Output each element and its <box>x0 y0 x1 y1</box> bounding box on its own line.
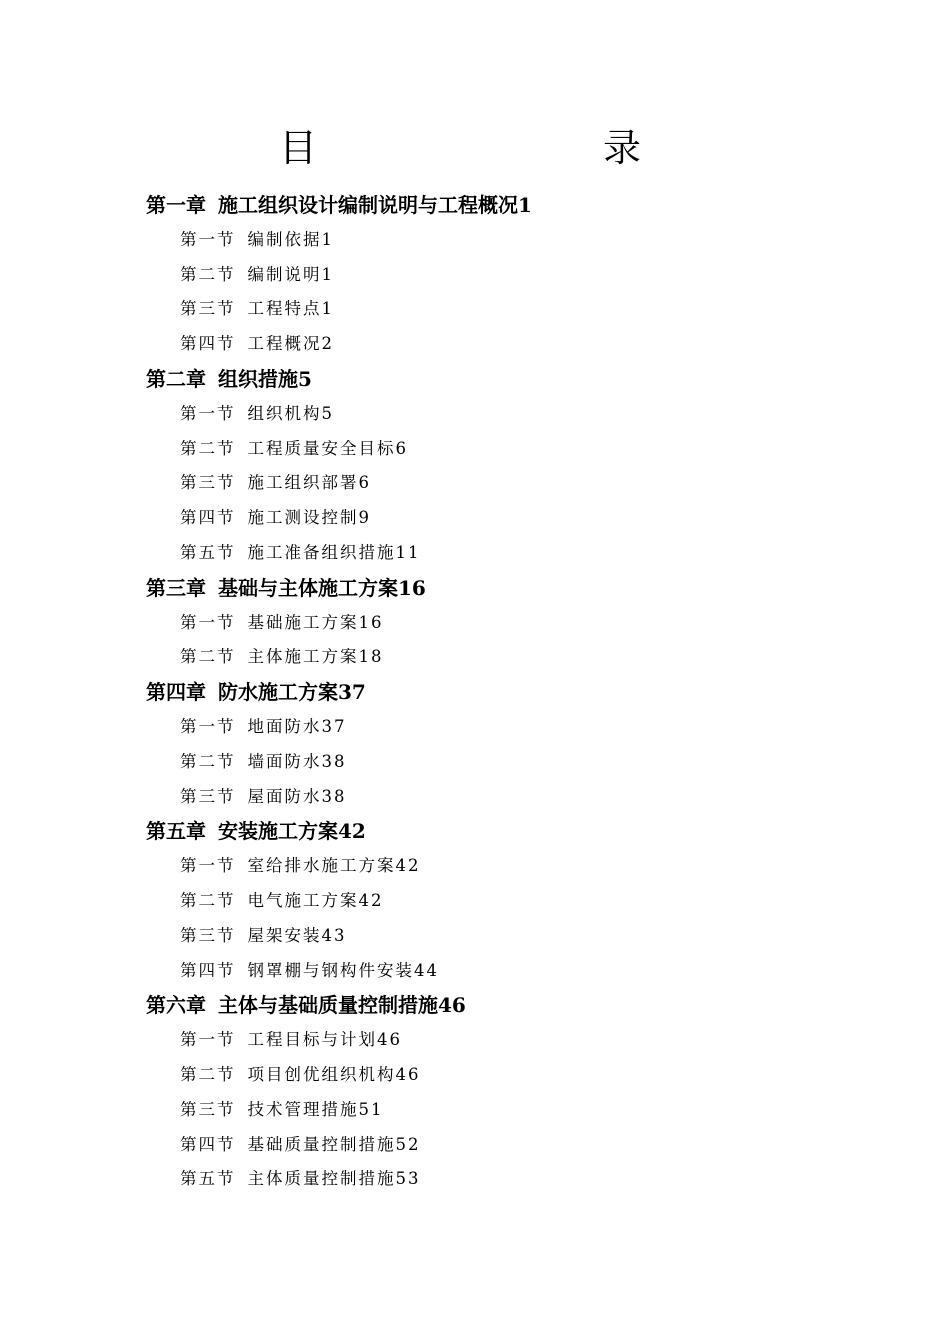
toc-section-line <box>180 292 334 327</box>
toc-section-title: 施工准备组织措施 <box>247 542 396 562</box>
toc-section-page: 37 <box>321 716 347 736</box>
toc-section-title: 电气施工方案 <box>247 890 359 910</box>
toc-chapter-label: 第六章 <box>146 993 206 1018</box>
toc-section-title: 室给排水施工方案 <box>247 856 396 876</box>
toc-chapter[interactable] <box>0 571 950 606</box>
toc-chapter-page: 42 <box>338 819 366 844</box>
toc-section-line <box>180 258 334 293</box>
toc-chapter-page: 37 <box>338 680 366 705</box>
toc-section[interactable] <box>0 501 950 536</box>
toc-section-title: 主体施工方案 <box>247 647 359 667</box>
toc-section-title: 项目创优组织机构 <box>247 1064 396 1084</box>
toc-chapter[interactable] <box>0 814 950 849</box>
toc-chapter-line <box>146 814 366 849</box>
toc-section-line <box>180 606 384 641</box>
toc-section-line <box>180 536 421 571</box>
toc-chapter-title: 防水施工方案 <box>218 680 338 705</box>
toc-section-label: 第二节 <box>180 1064 236 1084</box>
toc-chapter-line <box>146 675 366 710</box>
toc-section-title: 主体质量控制措施 <box>247 1169 396 1189</box>
toc-chapter-title: 安装施工方案 <box>218 819 338 844</box>
toc-chapter[interactable] <box>0 362 950 397</box>
toc-section-title: 工程概况 <box>247 334 322 354</box>
toc-section-page: 44 <box>414 960 439 980</box>
toc-chapter-line <box>146 188 532 223</box>
toc-section-line <box>180 223 334 258</box>
toc-chapter-label: 第五章 <box>146 819 206 844</box>
toc-section-label: 第四节 <box>180 508 236 528</box>
toc-section-title: 屋面防水 <box>247 786 322 806</box>
toc-chapter-page: 46 <box>438 993 466 1018</box>
toc-section-title: 钢罩棚与钢构件安装 <box>247 960 414 980</box>
toc-section-label: 第五节 <box>180 542 236 562</box>
toc-section-label: 第一节 <box>180 403 236 423</box>
toc-chapter-label: 第二章 <box>146 366 206 391</box>
toc-section-label: 第二节 <box>180 438 236 458</box>
toc-section-title: 基础施工方案 <box>247 612 359 632</box>
toc-section-page: 42 <box>395 856 421 876</box>
toc-section-line <box>180 1093 384 1128</box>
toc-section[interactable] <box>0 640 950 675</box>
toc-chapter-label: 第三章 <box>146 575 206 600</box>
toc-section-page: 6 <box>395 438 408 458</box>
toc-section-title: 墙面防水 <box>247 751 322 771</box>
toc-list <box>0 188 950 1197</box>
toc-section-title: 工程质量安全目标 <box>247 438 396 458</box>
toc-section-page: 2 <box>321 334 334 354</box>
toc-section-page: 43 <box>321 925 347 945</box>
toc-section[interactable] <box>0 258 950 293</box>
toc-section-line <box>180 1162 421 1197</box>
toc-section[interactable] <box>0 1023 950 1058</box>
toc-section-title: 编制依据 <box>247 229 322 249</box>
toc-section-label: 第三节 <box>180 786 236 806</box>
toc-section[interactable] <box>0 466 950 501</box>
toc-chapter-title: 基础与主体施工方案 <box>218 575 398 600</box>
toc-section-line <box>180 780 347 815</box>
toc-section-line <box>180 466 371 501</box>
toc-section[interactable] <box>0 536 950 571</box>
toc-section-page: 38 <box>321 751 347 771</box>
toc-section-label: 第二节 <box>180 264 236 284</box>
toc-section-page: 6 <box>358 473 371 493</box>
toc-chapter-title: 主体与基础质量控制措施 <box>218 993 438 1018</box>
toc-section-label: 第三节 <box>180 925 236 945</box>
toc-section-title: 地面防水 <box>247 716 322 736</box>
toc-chapter-line <box>146 988 466 1023</box>
toc-chapter-page: 16 <box>398 575 426 600</box>
toc-section-page: 53 <box>395 1169 421 1189</box>
toc-section-title: 工程特点 <box>247 299 322 319</box>
toc-section-line <box>180 397 334 432</box>
toc-section-page: 42 <box>358 890 384 910</box>
toc-section[interactable] <box>0 292 950 327</box>
toc-section[interactable] <box>0 432 950 467</box>
toc-section-line <box>180 501 371 536</box>
toc-section[interactable] <box>0 1162 950 1197</box>
toc-section-line <box>180 745 347 780</box>
toc-section[interactable] <box>0 327 950 362</box>
toc-section-label: 第一节 <box>180 1030 236 1050</box>
toc-section-label: 第一节 <box>180 229 236 249</box>
toc-chapter-line <box>146 571 426 606</box>
toc-section-page: 51 <box>358 1099 384 1119</box>
toc-section-page: 18 <box>358 647 384 667</box>
toc-section-title: 屋架安装 <box>247 925 322 945</box>
toc-section-label: 第一节 <box>180 856 236 876</box>
toc-section[interactable] <box>0 745 950 780</box>
toc-section-page: 52 <box>395 1134 421 1154</box>
toc-section-page: 5 <box>321 403 334 423</box>
toc-section-line <box>180 710 347 745</box>
toc-chapter[interactable] <box>0 988 950 1023</box>
toc-chapter-page: 1 <box>518 193 532 217</box>
toc-section-label: 第四节 <box>180 1134 236 1154</box>
toc-section-label: 第二节 <box>180 647 236 667</box>
toc-title: 目 录 <box>278 126 711 170</box>
toc-section-label: 第五节 <box>180 1169 236 1189</box>
toc-section-page: 38 <box>321 786 347 806</box>
toc-section[interactable] <box>0 884 950 919</box>
toc-section[interactable] <box>0 919 950 954</box>
toc-section[interactable] <box>0 397 950 432</box>
toc-chapter-page: 5 <box>298 366 312 391</box>
toc-section[interactable] <box>0 780 950 815</box>
toc-section-label: 第四节 <box>180 960 236 980</box>
toc-section[interactable] <box>0 223 950 258</box>
toc-section-label: 第三节 <box>180 1099 236 1119</box>
toc-section-page: 1 <box>321 264 334 284</box>
toc-section-line <box>180 884 384 919</box>
toc-section-label: 第四节 <box>180 334 236 354</box>
toc-section-title: 编制说明 <box>247 264 322 284</box>
toc-section[interactable] <box>0 1058 950 1093</box>
toc-section-label: 第二节 <box>180 890 236 910</box>
toc-chapter-title: 施工组织设计编制说明与工程概况 <box>218 193 518 217</box>
toc-chapter-label: 第四章 <box>146 680 206 705</box>
toc-chapter-line <box>146 362 312 397</box>
toc-section-page: 11 <box>395 542 421 562</box>
toc-chapter-label: 第一章 <box>146 193 206 217</box>
toc-section[interactable] <box>0 849 950 884</box>
toc-section-label: 第三节 <box>180 299 236 319</box>
toc-section-label: 第一节 <box>180 612 236 632</box>
toc-section-page: 1 <box>321 299 334 319</box>
toc-section-page: 1 <box>321 229 334 249</box>
toc-section-title: 基础质量控制措施 <box>247 1134 396 1154</box>
toc-section-page: 9 <box>358 508 371 528</box>
toc-section[interactable] <box>0 1128 950 1163</box>
toc-section[interactable] <box>0 606 950 641</box>
toc-section-title: 施工测设控制 <box>247 508 359 528</box>
toc-section-line <box>180 640 384 675</box>
toc-section-line <box>180 432 408 467</box>
toc-section-label: 第一节 <box>180 716 236 736</box>
toc-section-page: 46 <box>395 1064 421 1084</box>
toc-section-page: 46 <box>377 1030 402 1050</box>
toc-section-label: 第二节 <box>180 751 236 771</box>
toc-section-title: 技术管理措施 <box>247 1099 359 1119</box>
toc-section[interactable] <box>0 710 950 745</box>
toc-section-line <box>180 327 334 362</box>
toc-section-line <box>180 1128 421 1163</box>
toc-section-title: 组织机构 <box>247 403 322 423</box>
toc-section-line <box>180 1023 402 1058</box>
toc-section[interactable] <box>0 1093 950 1128</box>
toc-section-title: 工程目标与计划 <box>247 1030 377 1050</box>
toc-section-line <box>180 1058 421 1093</box>
toc-section-line <box>180 919 347 954</box>
toc-section-line <box>180 954 439 989</box>
toc-section-label: 第三节 <box>180 473 236 493</box>
toc-section-line <box>180 849 421 884</box>
toc-chapter-title: 组织措施 <box>218 366 298 391</box>
toc-section-title: 施工组织部署 <box>247 473 359 493</box>
toc-section-page: 16 <box>358 612 384 632</box>
toc-chapter[interactable] <box>0 675 950 710</box>
toc-chapter[interactable] <box>0 188 950 223</box>
toc-section[interactable] <box>0 954 950 989</box>
